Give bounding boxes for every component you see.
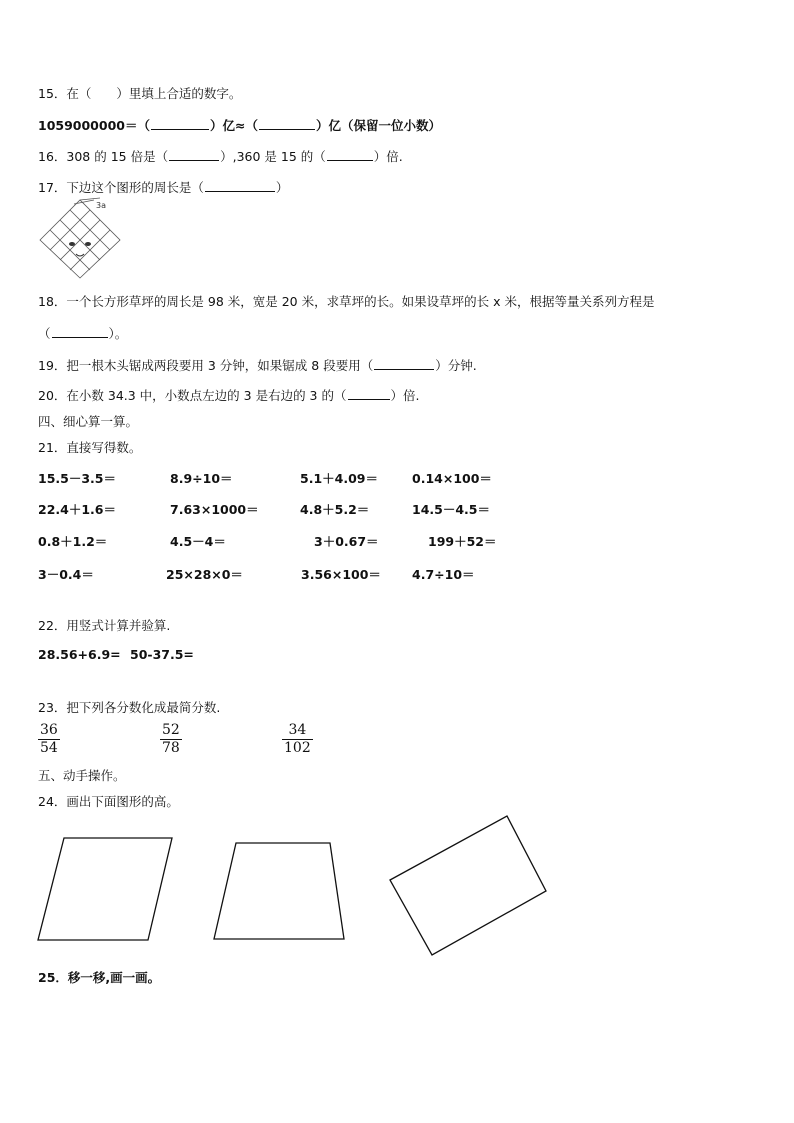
q22-title: 22．用竖式计算并验算. [38, 618, 171, 633]
q18-text: 18．一个长方形草坪的周长是 98 米，宽是 20 米，求草坪的长。如果设草坪的长 x 米，根据等量关系列方程是 [38, 294, 655, 309]
section-4-heading: 四、细心算一算。 [38, 414, 139, 429]
q24-title: 24．画出下面图形的高。 [38, 794, 179, 809]
q21-cell: 25×28×0＝ [166, 567, 243, 582]
q21-cell: 4.7÷10＝ [412, 567, 475, 582]
q21-cell: 4.8＋5.2＝ [300, 502, 370, 517]
q17-text-a: 17．下边这个图形的周长是（ [38, 180, 204, 195]
q22-expr: 50-37.5= [130, 647, 194, 662]
q21-cell: 7.63×1000＝ [170, 502, 259, 517]
q21-cell: 3＋0.67＝ [314, 534, 379, 549]
q23-title: 23．把下列各分数化成最简分数. [38, 700, 221, 715]
q21-cell: 3.56×100＝ [301, 567, 381, 582]
q21-title: 21．直接写得数。 [38, 440, 142, 455]
section-5-heading: 五、动手操作。 [38, 768, 126, 783]
q21-cell: 5.1＋4.09＝ [300, 471, 378, 486]
q15-number: 1059000000＝（ [38, 118, 150, 133]
q21-cell: 0.8＋1.2＝ [38, 534, 108, 549]
q15-tail: ）亿（保留一位小数） [315, 118, 441, 133]
q18-text-a: （ [38, 326, 51, 341]
q21-cell: 3－0.4＝ [38, 567, 94, 582]
q19-text-a: 19．把一根木头锯成两段要用 3 分钟，如果锯成 8 段要用（ [38, 358, 374, 373]
q16-text-a: 16．308 的 15 倍是（ [38, 149, 169, 164]
q20-text-b: ）倍. [390, 388, 420, 403]
fraction-denominator: 78 [162, 740, 180, 756]
q25-title: 25．移一移,画一画。 [38, 970, 161, 985]
q21-cell: 199＋52＝ [428, 534, 497, 549]
q21-cell: 8.9÷10＝ [170, 471, 233, 486]
q20-text-a: 20．在小数 34.3 中，小数点左边的 3 是右边的 3 的（ [38, 388, 347, 403]
fraction-numerator: 34 [288, 722, 307, 738]
rotated-rectangle-shape [390, 816, 546, 955]
q21-cell: 14.5－4.5＝ [412, 502, 490, 517]
q19-text-b: ）分钟. [435, 358, 477, 373]
q17-text-b: ） [275, 180, 289, 195]
q22-expr: 28.56+6.9= [38, 647, 121, 662]
q15-mid: ）亿≈（ [209, 118, 258, 133]
q16-text-b: ）,360 是 15 的（ [220, 149, 326, 164]
q15-title: 15．在（ ）里填上合适的数字。 [38, 86, 242, 101]
fraction-denominator: 54 [40, 740, 58, 756]
q16-text-c: ）倍. [373, 149, 403, 164]
q21-cell: 0.14×100＝ [412, 471, 492, 486]
q21-cell: 4.5－4＝ [170, 534, 226, 549]
fraction-denominator: 102 [284, 740, 311, 756]
q17-figure-label: 3a [96, 201, 106, 210]
parallelogram-shape [38, 838, 172, 940]
q21-cell: 15.5－3.5＝ [38, 471, 116, 486]
q21-cell: 22.4＋1.6＝ [38, 502, 116, 517]
trapezoid-shape [214, 843, 344, 939]
fraction-numerator: 52 [162, 722, 180, 738]
fraction-numerator: 36 [40, 722, 58, 738]
q18-text-b: ）。 [108, 326, 128, 341]
